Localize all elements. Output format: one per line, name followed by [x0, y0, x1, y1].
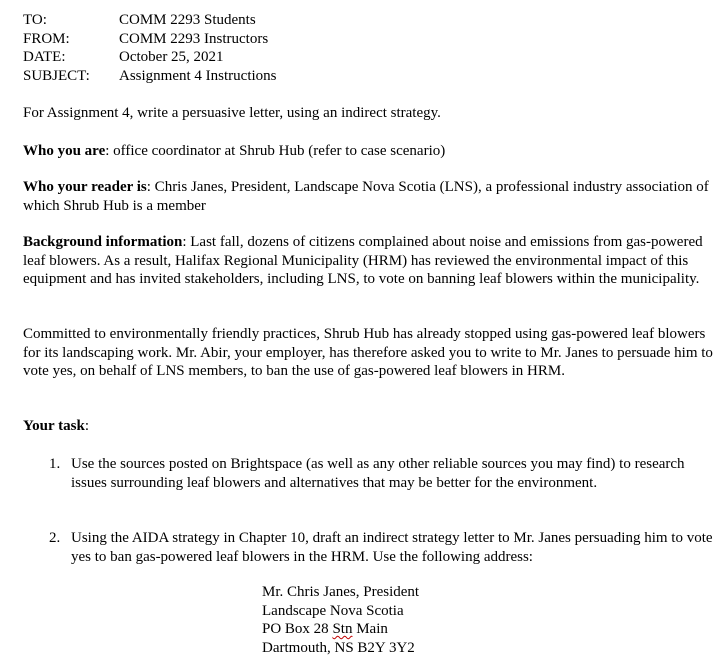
memo-subject-value: Assignment 4 Instructions — [119, 67, 277, 84]
who-you-are-label: Who you are — [23, 143, 106, 159]
memo-date-label: DATE: — [23, 49, 66, 65]
list-item-number: 1. — [49, 456, 61, 472]
your-task-label: Your task — [23, 418, 85, 434]
who-you-are-text: : office coordinator at Shrub Hub (refer to case scenario) — [105, 143, 446, 159]
who-you-are-paragraph — [23, 142, 713, 161]
list-item-text: Using the AIDA strategy in Chapter 10, draft an indirect strategy letter to Mr. Janes persuading him to vote yes to ban gas-powered leaf blowers in the HRM. Use the following address: — [71, 530, 713, 565]
mailing-address — [262, 583, 419, 657]
committed-paragraph: Committed to environmentally friendly practices, Shrub Hub has already stopped using gas-powered leaf blowers for its landscaping work. Mr. Abir, your employer, has therefore asked you to write to Mr. Janes to persuade him to vote yes, on behalf of LNS members, to ban the use of gas-powered leaf blowers in HRM. — [23, 326, 713, 379]
memo-from-label: FROM: — [23, 30, 70, 47]
who-reader-paragraph — [23, 178, 713, 215]
memo-to-label: TO: — [23, 12, 47, 28]
address-stn-spellcheck: Stn — [332, 621, 353, 637]
memo-to-row — [23, 11, 277, 30]
address-po-box: PO Box 28 — [262, 621, 333, 637]
memo-from-value: COMM 2293 Instructors — [119, 30, 269, 47]
memo-from-row — [23, 30, 277, 49]
memo-header — [23, 11, 277, 85]
address-line: Landscape Nova Scotia — [262, 602, 404, 619]
address-line: Dartmouth, NS B2Y 3Y2 — [262, 639, 415, 656]
memo-subject-row — [23, 67, 277, 86]
list-item-number: 2. — [49, 530, 61, 546]
list-item-text: Use the sources posted on Brightspace (as well as any other reliable sources you may find) to research issues surrounding leaf blowers and alternatives that may be better for the environment. — [71, 456, 685, 491]
address-line — [262, 620, 419, 639]
address-line: Mr. Chris Janes, President — [262, 584, 420, 600]
memo-date-row — [23, 48, 277, 67]
memo-subject-label: SUBJECT: — [23, 67, 90, 84]
your-task-heading — [23, 417, 713, 436]
who-reader-label: Who your reader is — [23, 179, 147, 195]
your-task-colon: : — [84, 418, 89, 434]
background-paragraph — [23, 233, 713, 289]
intro-paragraph: For Assignment 4, write a persuasive letter, using an indirect strategy. — [23, 105, 441, 121]
memo-to-value: COMM 2293 Students — [119, 12, 256, 28]
who-reader-text: : Chris Janes, President, Landscape Nova Scotia (LNS), a professional industry association of which Shrub Hub is a member — [23, 179, 709, 214]
address-main: Main — [352, 621, 388, 637]
background-text: : Last fall, dozens of citizens complained about noise and emissions from gas-powered leaf blowers. As a result, Halifax Regional Municipality (HRM) has reviewed the environmental impact of this equipment and has invited stakeholders, including LNS, to vote on banning leaf blowers within the municipality. — [23, 234, 703, 287]
background-label: Background information — [23, 234, 183, 250]
memo-date-value: October 25, 2021 — [119, 49, 224, 65]
